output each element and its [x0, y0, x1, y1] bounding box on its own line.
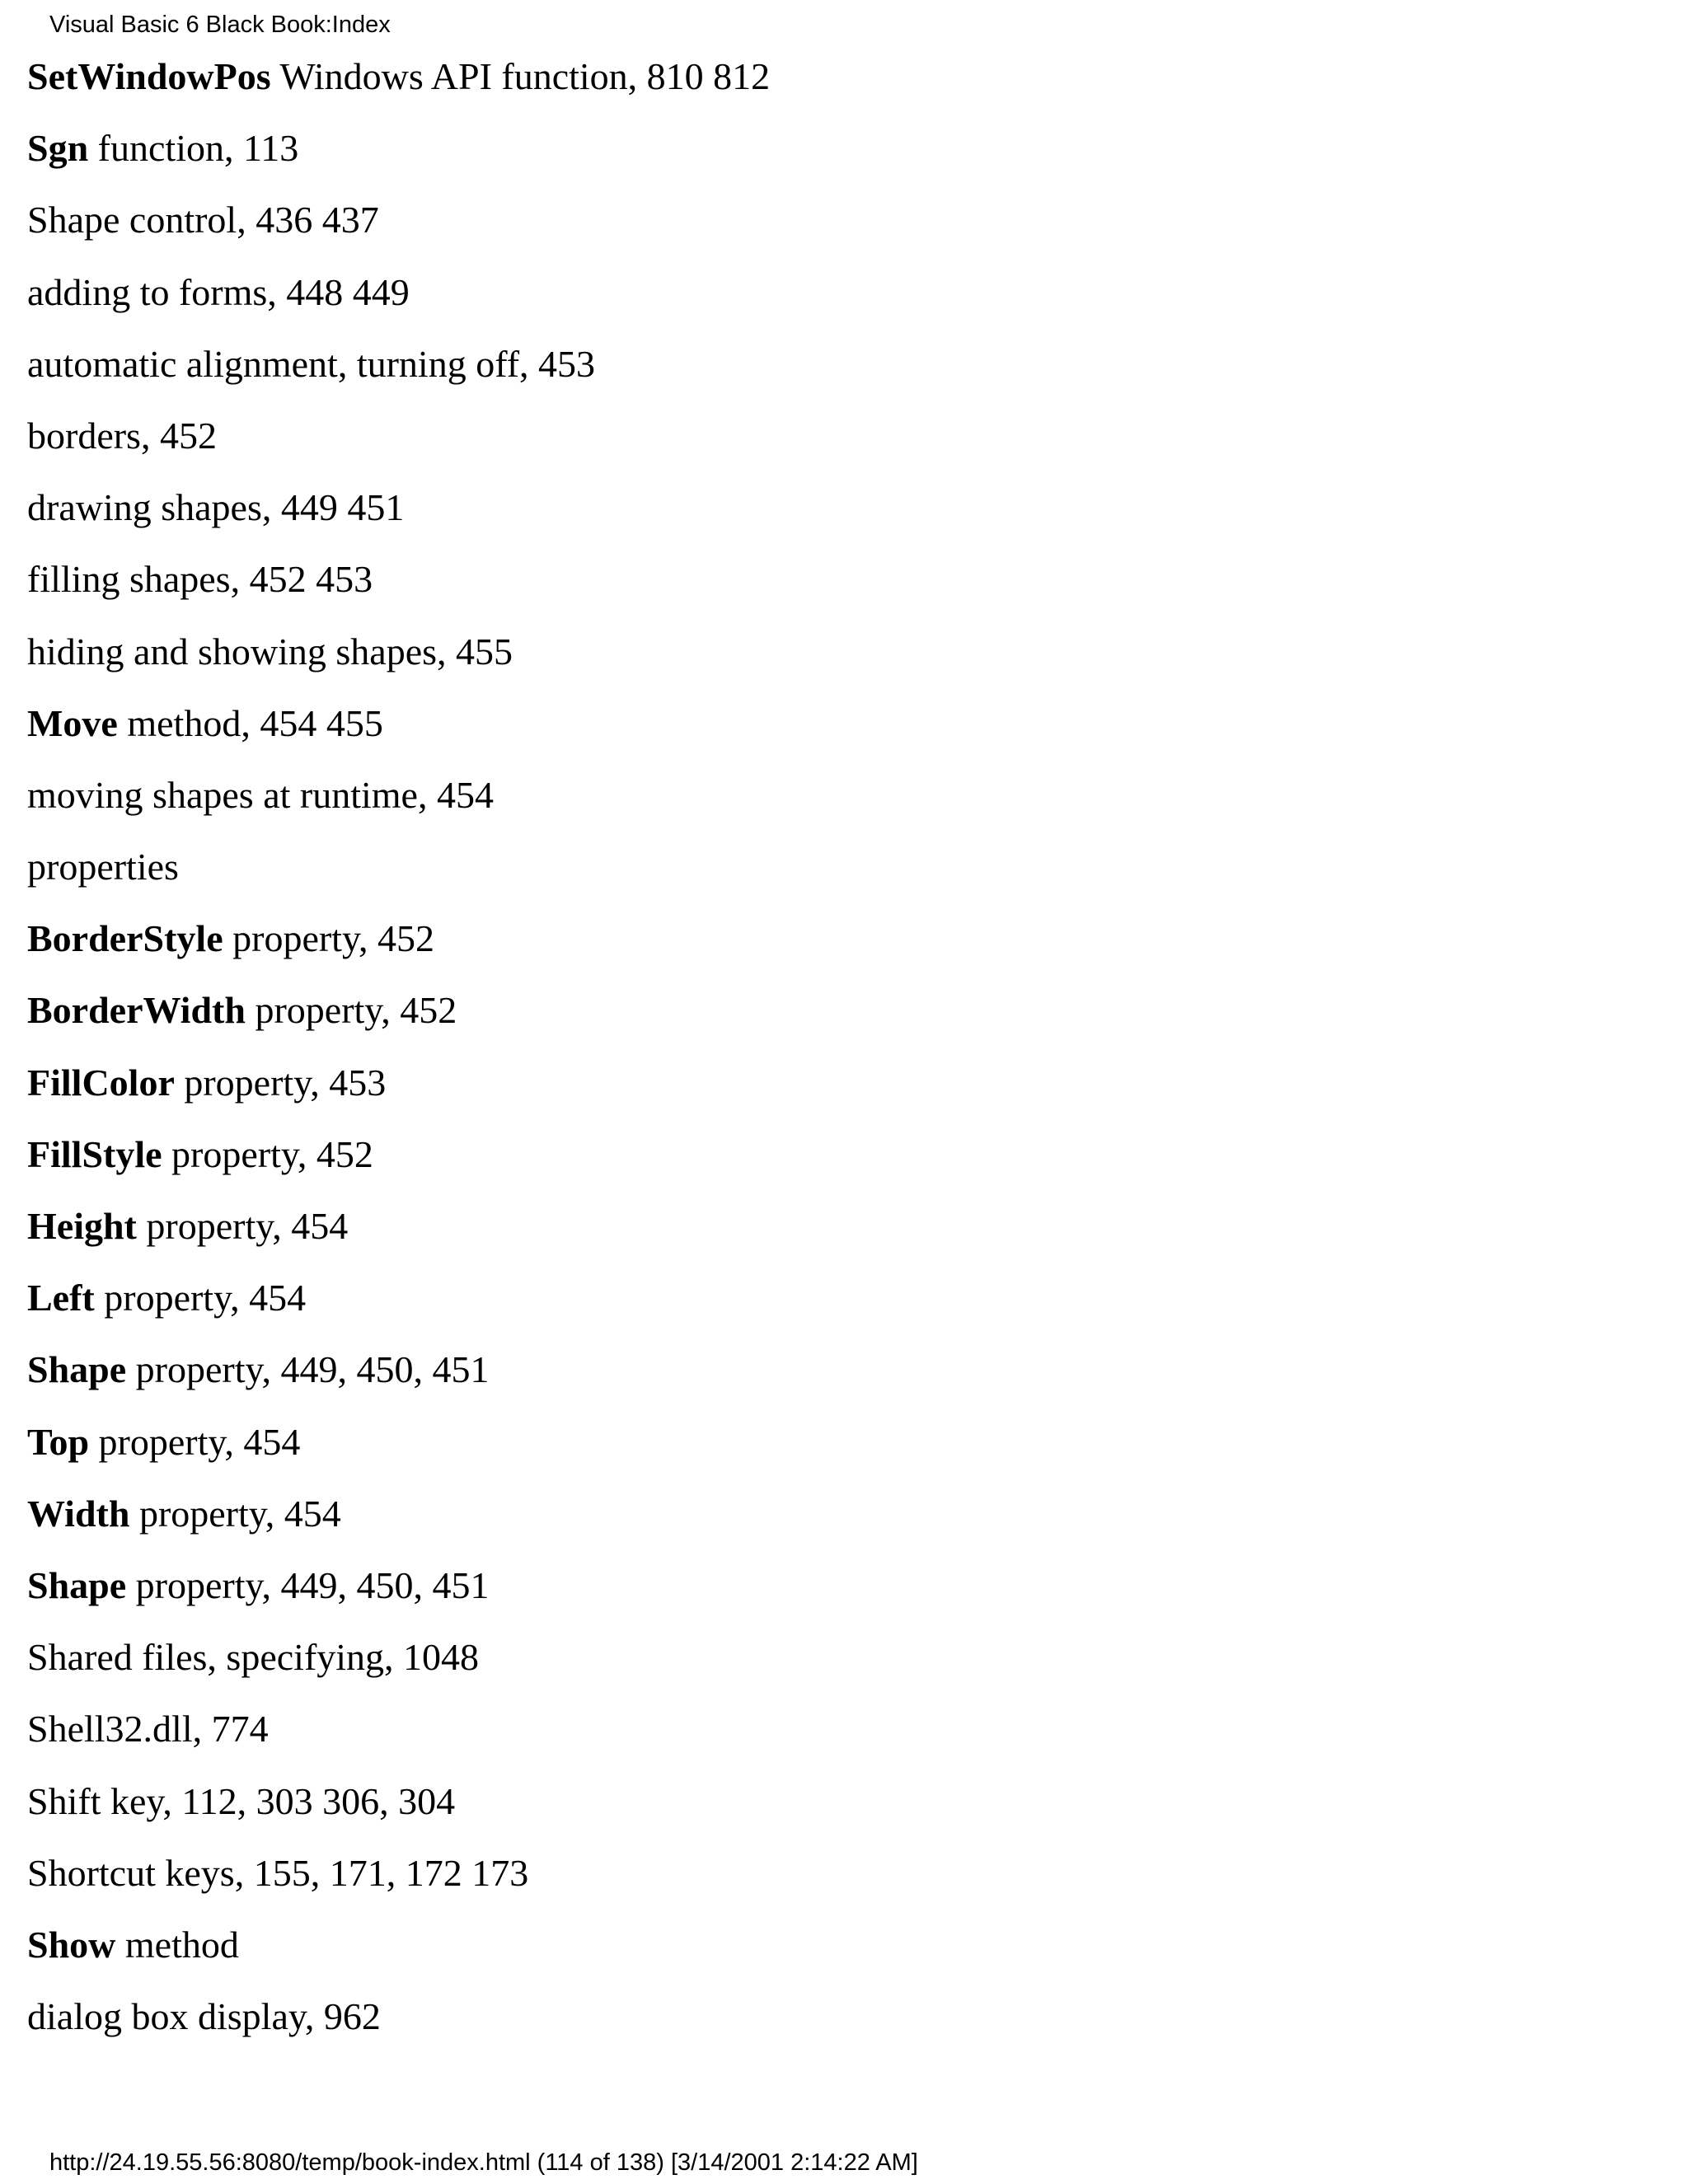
index-term: Show	[27, 1923, 116, 1966]
index-entry-text: moving shapes at runtime, 454	[27, 773, 494, 816]
index-term: FillStyle	[27, 1132, 162, 1175]
index-entry	[27, 123, 770, 194]
index-entry-list	[27, 51, 770, 2063]
index-entry-text: hiding and showing shapes, 455	[27, 630, 513, 673]
index-entry	[27, 1272, 770, 1344]
index-entry-text: filling shapes, 452 453	[27, 558, 373, 601]
index-entry	[27, 1632, 770, 1704]
index-term: Sgn	[27, 127, 89, 170]
index-entry	[27, 1848, 770, 1919]
index-entry-text: method	[115, 1923, 239, 1966]
index-entry	[27, 410, 770, 482]
index-entry-text: property, 452	[245, 989, 457, 1032]
index-entry-text: Windows API function, 810 812	[270, 55, 771, 97]
index-entry	[27, 339, 770, 410]
index-entry	[27, 1057, 770, 1129]
index-entry-text: properties	[27, 846, 179, 888]
index-entry	[27, 194, 770, 266]
index-entry	[27, 554, 770, 626]
index-term: Left	[27, 1277, 95, 1319]
index-term: Width	[27, 1492, 130, 1535]
index-entry	[27, 770, 770, 841]
page-footer-url: http://24.19.55.56:8080/temp/book-index.html (114 of 138) [3/14/2001 2:14:22 AM]	[49, 2149, 918, 2176]
index-entry-text: adding to forms, 448 449	[27, 270, 410, 313]
index-term: Shape	[27, 1563, 127, 1606]
index-entry-text: Shape control, 436 437	[27, 199, 379, 241]
index-entry	[27, 482, 770, 554]
index-entry	[27, 1704, 770, 1775]
index-entry	[27, 985, 770, 1057]
index-entry	[27, 1201, 770, 1272]
index-entry	[27, 1991, 770, 2063]
index-entry	[27, 1488, 770, 1560]
index-entry-text: borders, 452	[27, 414, 217, 457]
index-entry-text: Shell32.dll, 774	[27, 1708, 269, 1750]
index-entry-text: automatic alignment, turning off, 453	[27, 342, 596, 385]
page-header-title: Visual Basic 6 Black Book:Index	[49, 12, 391, 38]
index-entry	[27, 1129, 770, 1201]
index-entry-text: property, 454	[94, 1277, 307, 1319]
index-entry	[27, 1776, 770, 1848]
index-entry-text: Shared files, specifying, 1048	[27, 1636, 480, 1679]
index-entry-text: property, 454	[89, 1420, 301, 1463]
index-term: FillColor	[27, 1061, 175, 1104]
index-entry	[27, 1344, 770, 1416]
index-entry	[27, 1417, 770, 1488]
index-entry-text: property, 449, 450, 451	[126, 1563, 490, 1606]
index-entry-text: property, 453	[174, 1061, 387, 1104]
index-entry	[27, 51, 770, 123]
index-term: BorderStyle	[27, 917, 223, 960]
index-entry	[27, 1560, 770, 1632]
index-entry	[27, 698, 770, 770]
index-entry-text: property, 454	[136, 1205, 349, 1247]
index-term: SetWindowPos	[27, 55, 271, 97]
index-entry-text: property, 454	[129, 1492, 341, 1535]
index-term: Top	[27, 1420, 90, 1463]
index-entry-text: method, 454 455	[117, 701, 383, 744]
index-entry-text: property, 452	[223, 917, 434, 960]
index-entry	[27, 626, 770, 698]
index-entry-text: function, 113	[88, 127, 299, 170]
index-entry-text: property, 452	[162, 1132, 373, 1175]
index-term: Shape	[27, 1348, 127, 1391]
index-entry	[27, 913, 770, 985]
index-entry-text: dialog box display, 962	[27, 1995, 381, 2038]
index-term: Height	[27, 1205, 137, 1247]
index-entry-text: property, 449, 450, 451	[126, 1348, 490, 1391]
index-entry-text: drawing shapes, 449 451	[27, 486, 405, 529]
index-entry-text: Shift key, 112, 303 306, 304	[27, 1779, 456, 1822]
index-entry	[27, 267, 770, 339]
index-term: BorderWidth	[27, 989, 246, 1032]
index-term: Move	[27, 701, 118, 744]
index-entry	[27, 841, 770, 913]
index-entry	[27, 1919, 770, 1991]
index-entry-text: Shortcut keys, 155, 171, 172 173	[27, 1851, 529, 1894]
